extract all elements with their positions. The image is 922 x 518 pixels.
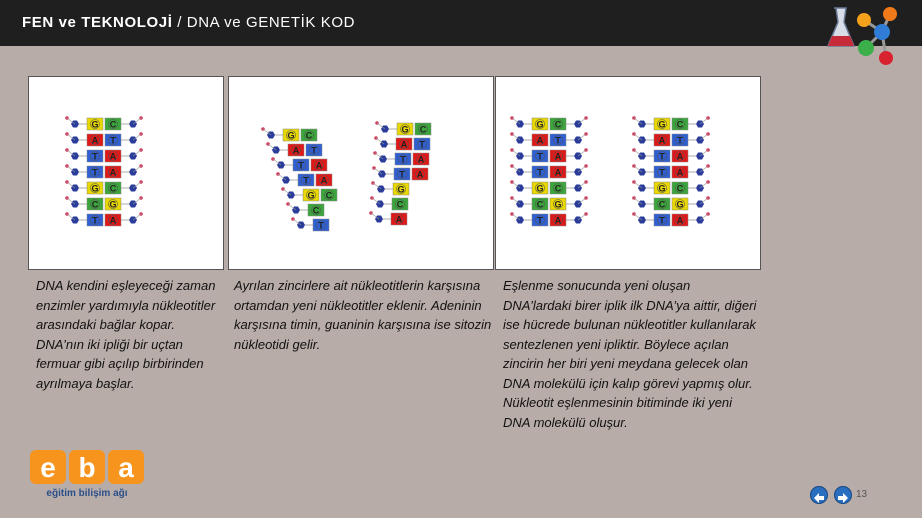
base-G xyxy=(532,182,548,194)
base-G xyxy=(654,182,670,194)
base-G xyxy=(303,189,319,201)
caption-step-2: Ayrılan zincirlere ait nükleotitlerin karşısına ortamdan yeni nükleotitler eklenir. Adeninin karşısına timin, guaninin karşısına ise sitozin nükleotidi gelir. xyxy=(234,278,492,352)
base-label: G xyxy=(658,183,666,194)
base-label: T xyxy=(537,151,543,162)
base-T xyxy=(313,219,329,231)
base-A xyxy=(532,134,548,146)
base-label: G xyxy=(554,199,562,210)
base-label: C xyxy=(419,124,427,135)
dna-panel-1 xyxy=(28,76,224,270)
base-label: A xyxy=(676,215,684,226)
base-C xyxy=(550,118,566,130)
base-label: G xyxy=(307,190,315,201)
base-label: A xyxy=(536,135,544,146)
base-T xyxy=(394,168,410,180)
base-A xyxy=(87,134,103,146)
base-label: T xyxy=(311,145,317,156)
base-label: G xyxy=(109,199,117,210)
base-label: G xyxy=(287,130,295,141)
base-label: C xyxy=(312,205,320,216)
base-C xyxy=(550,182,566,194)
base-label: G xyxy=(397,184,405,195)
prev-slide-button[interactable] xyxy=(810,486,828,504)
base-C xyxy=(105,182,121,194)
base-G xyxy=(550,198,566,210)
base-label: T xyxy=(659,167,665,178)
base-A xyxy=(105,214,121,226)
header-bar xyxy=(0,0,922,46)
base-label: A xyxy=(554,215,562,226)
base-C xyxy=(301,129,317,141)
base-label: T xyxy=(537,167,543,178)
base-label: A xyxy=(315,160,323,171)
base-T xyxy=(532,214,548,226)
base-G xyxy=(105,198,121,210)
title-sub: / DNA ve GENETİK KOD xyxy=(172,14,356,31)
base-label: T xyxy=(92,151,98,162)
base-label: C xyxy=(109,119,117,130)
base-label: C xyxy=(91,199,99,210)
base-label: T xyxy=(318,220,324,231)
base-C xyxy=(392,198,408,210)
base-A xyxy=(672,166,688,178)
base-A xyxy=(413,153,429,165)
base-T xyxy=(414,138,430,150)
base-label: A xyxy=(417,154,425,165)
base-label: T xyxy=(110,135,116,146)
base-T xyxy=(654,150,670,162)
base-G xyxy=(397,123,413,135)
base-label: C xyxy=(554,119,562,130)
base-C xyxy=(87,198,103,210)
base-label: A xyxy=(91,135,99,146)
base-label: T xyxy=(677,135,683,146)
title-main: FEN ve TEKNOLOJİ xyxy=(22,14,173,31)
base-A xyxy=(105,150,121,162)
arrow-left-icon xyxy=(814,490,824,500)
base-label: T xyxy=(303,175,309,186)
logo-letter-b: b xyxy=(78,452,96,483)
base-T xyxy=(293,159,309,171)
base-G xyxy=(283,129,299,141)
base-label: A xyxy=(395,214,403,225)
dna-panel-2 xyxy=(228,76,494,270)
base-A xyxy=(288,144,304,156)
page-number: 13 xyxy=(856,489,868,500)
base-label: T xyxy=(659,215,665,226)
base-label: G xyxy=(536,183,544,194)
base-A xyxy=(654,134,670,146)
base-A xyxy=(396,138,412,150)
dna-unzipping-diagram xyxy=(29,77,223,269)
base-T xyxy=(87,166,103,178)
base-G xyxy=(532,118,548,130)
base-label: A xyxy=(416,169,424,180)
base-label: T xyxy=(400,154,406,165)
base-label: G xyxy=(536,119,544,130)
base-label: A xyxy=(554,151,562,162)
logo-tagline: eğitim bilişim ağı xyxy=(46,488,128,499)
base-T xyxy=(87,150,103,162)
base-C xyxy=(672,182,688,194)
base-T xyxy=(298,174,314,186)
base-G xyxy=(672,198,688,210)
dna-panel-3 xyxy=(495,76,761,270)
base-label: A xyxy=(400,139,408,150)
base-label: T xyxy=(92,167,98,178)
base-label: C xyxy=(676,119,684,130)
base-G xyxy=(393,183,409,195)
base-A xyxy=(672,150,688,162)
dna-replicated-diagram xyxy=(496,77,760,269)
base-T xyxy=(672,134,688,146)
base-label: A xyxy=(109,167,117,178)
base-label: A xyxy=(676,151,684,162)
slide-title xyxy=(22,14,355,31)
base-label: G xyxy=(91,119,99,130)
base-label: G xyxy=(401,124,409,135)
base-label: T xyxy=(659,151,665,162)
base-label: A xyxy=(554,167,562,178)
base-C xyxy=(415,123,431,135)
base-label: A xyxy=(320,175,328,186)
base-G xyxy=(87,182,103,194)
base-C xyxy=(308,204,324,216)
base-label: T xyxy=(537,215,543,226)
base-label: C xyxy=(109,183,117,194)
base-label: G xyxy=(91,183,99,194)
base-label: C xyxy=(536,199,544,210)
eba-logo xyxy=(28,448,146,500)
base-T xyxy=(105,134,121,146)
base-T xyxy=(532,150,548,162)
molecule-flask-icon xyxy=(826,2,906,72)
dna-strand-separation-diagram xyxy=(229,77,493,269)
caption-step-3: Eşlenme sonucunda yeni oluşan DNA’lardaki birer iplik ilk DNA’ya aittir, diğeri ise hücrede bulunan nükleotitler kullanılarak sentezlenen yeni ipliktir. Böylece açılan zincirin her biri yeni meydana gelecek olan DNA molekülü için kalıp görevi yapmış olur. Nükleotit eşlenmesinin bitiminde iki yeni DNA molekülü oluşur. xyxy=(503,278,757,430)
base-label: G xyxy=(676,199,684,210)
base-label: A xyxy=(109,215,117,226)
base-A xyxy=(672,214,688,226)
next-slide-button[interactable] xyxy=(834,486,852,504)
base-label: T xyxy=(92,215,98,226)
logo-letter-e: e xyxy=(40,452,56,483)
base-label: C xyxy=(396,199,404,210)
base-A xyxy=(316,174,332,186)
base-label: T xyxy=(298,160,304,171)
base-C xyxy=(672,118,688,130)
base-A xyxy=(391,213,407,225)
base-A xyxy=(550,166,566,178)
base-T xyxy=(306,144,322,156)
arrow-right-icon xyxy=(838,490,848,500)
base-A xyxy=(550,214,566,226)
base-T xyxy=(532,166,548,178)
base-A xyxy=(412,168,428,180)
base-G xyxy=(87,118,103,130)
base-C xyxy=(105,118,121,130)
base-G xyxy=(654,118,670,130)
base-label: T xyxy=(399,169,405,180)
base-T xyxy=(395,153,411,165)
base-label: C xyxy=(658,199,666,210)
base-label: T xyxy=(555,135,561,146)
base-A xyxy=(105,166,121,178)
base-A xyxy=(550,150,566,162)
base-label: A xyxy=(109,151,117,162)
base-label: A xyxy=(658,135,666,146)
base-A xyxy=(311,159,327,171)
caption-step-1: DNA kendini eşleyeceği zaman enzimler yardımıyla nükleotitler arasındaki bağlar kopar. DNA’nın iki ipliği bir uçtan fermuar gibi açılıp birbirinden ayrılmaya başlar. xyxy=(36,278,216,391)
base-T xyxy=(654,214,670,226)
base-T xyxy=(87,214,103,226)
base-C xyxy=(321,189,337,201)
base-C xyxy=(654,198,670,210)
base-label: C xyxy=(554,183,562,194)
base-label: A xyxy=(292,145,300,156)
base-T xyxy=(654,166,670,178)
base-label: G xyxy=(658,119,666,130)
base-label: T xyxy=(419,139,425,150)
logo-letter-a: a xyxy=(118,452,134,483)
base-T xyxy=(550,134,566,146)
base-label: A xyxy=(676,167,684,178)
base-label: C xyxy=(676,183,684,194)
base-C xyxy=(532,198,548,210)
base-label: C xyxy=(325,190,333,201)
base-label: C xyxy=(305,130,313,141)
